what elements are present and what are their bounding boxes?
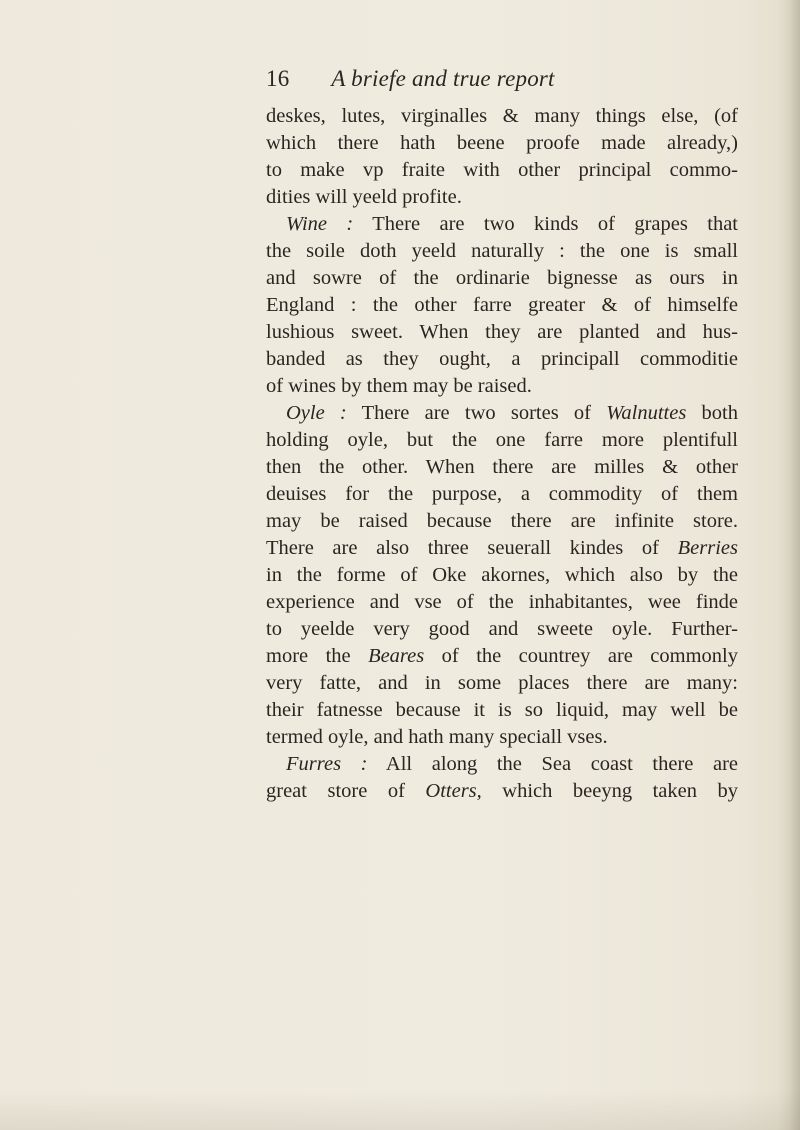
text-line: which there hath beene proofe made already,) [266,132,738,154]
paragraph-furres: Furres : All along the Sea coast there are [286,753,738,775]
text-line: great store of Otters, which beeyng taken by [266,780,738,802]
paragraph-oyle: Oyle : There are two sortes of Walnuttes both [286,402,738,424]
text-line: their fatnesse because it is so liquid, may well be [266,699,738,721]
text-line: banded as they ought, a principall commoditie [266,348,738,370]
text-line: England : the other farre greater & of himselfe [266,294,738,316]
heading-wine: Wine : [286,213,354,235]
text-line: to yeelde very good and sweete oyle. Further- [266,618,738,640]
page-number: 16 [266,66,290,91]
text-line: may be raised because there are infinite store. [266,510,738,532]
text-line: holding oyle, but the one farre more plentifull [266,429,738,451]
text-line: and sowre of the ordinarie bignesse as ours in [266,267,738,289]
text-line: the soile doth yeeld naturally : the one is small [266,240,738,262]
body-text [266,103,738,805]
page-bottom-shadow [0,1090,800,1130]
text-line: dities will yeeld profite. [266,186,462,208]
text-line: lushious sweet. When they are planted and hus- [266,321,738,343]
text-line: to make vp fraite with other principal commo- [266,159,738,181]
heading-furres: Furres : [286,753,368,775]
text-line: termed oyle, and hath many speciall vses. [266,726,608,748]
text-line: in the forme of Oke akornes, which also by the [266,564,738,586]
heading-oyle: Oyle : [286,402,347,424]
text-line: There are also three seuerall kindes of Berries [266,537,738,559]
text-line: more the Beares of the countrey are commonly [266,645,738,667]
running-head [266,66,555,92]
text-line: then the other. When there are milles & other [266,456,738,478]
text-line: deskes, lutes, virginalles & many things else, (of [266,105,738,127]
page-edge-shadow [778,0,800,1130]
paragraph-wine: Wine : There are two kinds of grapes that [286,213,738,235]
text-line: deuises for the purpose, a commodity of them [266,483,738,505]
text-line: of wines by them may be raised. [266,375,532,397]
text-line: experience and vse of the inhabitantes, wee finde [266,591,738,613]
text-line: very fatte, and in some places there are many: [266,672,738,694]
running-title: A briefe and true report [331,66,555,91]
